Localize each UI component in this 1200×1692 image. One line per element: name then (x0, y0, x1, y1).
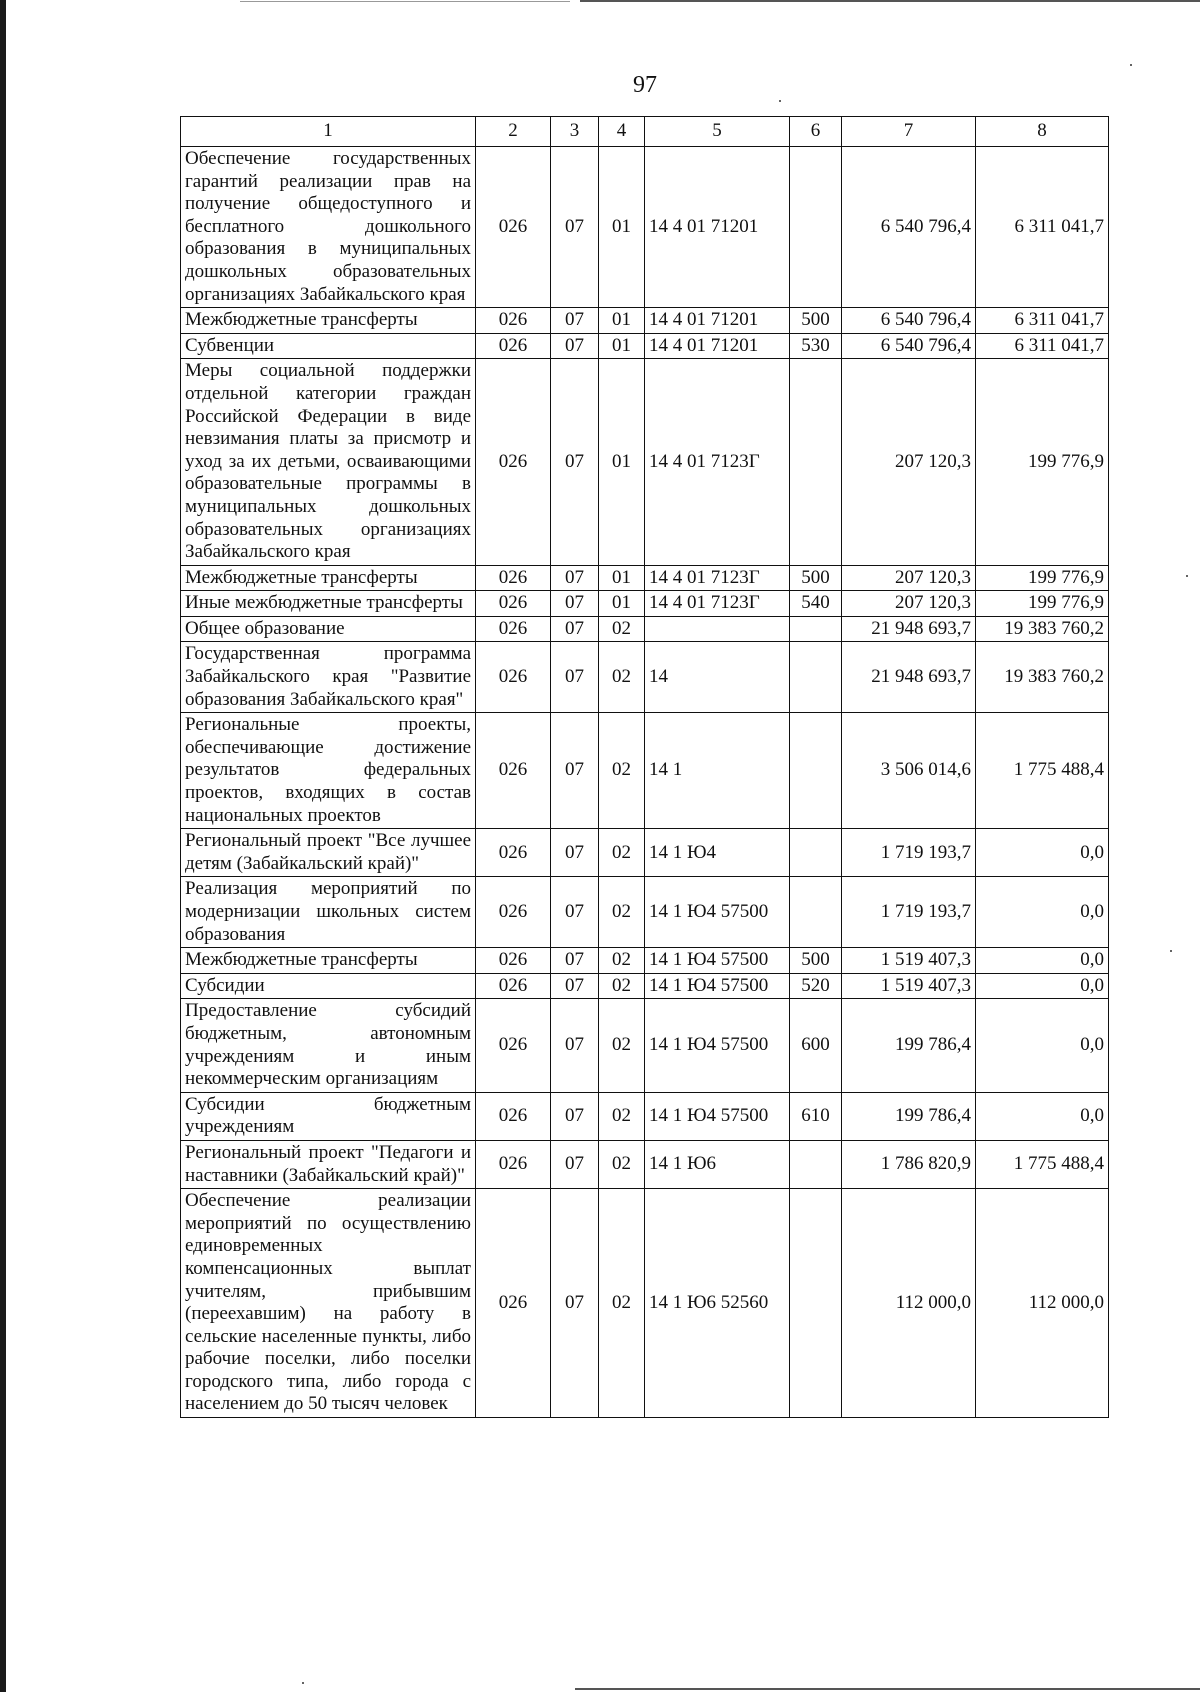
row-name: Субсидии (181, 973, 476, 999)
table-row (181, 308, 1109, 334)
scan-speck (779, 100, 781, 102)
amount-col8: 0,0 (976, 948, 1109, 974)
amount-col7: 21 948 693,7 (842, 642, 976, 713)
amount-col8: 199 776,9 (976, 591, 1109, 617)
table-row (181, 829, 1109, 877)
amount-col8: 199 776,9 (976, 359, 1109, 565)
expense-type-code (790, 877, 842, 948)
admin-code: 026 (476, 333, 551, 359)
row-name: Межбюджетные трансферты (181, 948, 476, 974)
admin-code: 026 (476, 713, 551, 829)
table-row (181, 359, 1109, 565)
expense-type-code (790, 829, 842, 877)
subsection-code: 01 (599, 591, 645, 617)
expense-type-code: 540 (790, 591, 842, 617)
admin-code: 026 (476, 147, 551, 308)
section-code: 07 (551, 829, 599, 877)
table-row (181, 1189, 1109, 1418)
admin-code: 026 (476, 948, 551, 974)
subsection-code: 02 (599, 999, 645, 1092)
subsection-code: 02 (599, 829, 645, 877)
amount-col7: 207 120,3 (842, 591, 976, 617)
table-row (181, 713, 1109, 829)
subsection-code: 02 (599, 1140, 645, 1188)
subsection-code: 02 (599, 713, 645, 829)
row-name: Меры социальной поддержки отдельной категории граждан Российской Федерации в виде невзимания платы за присмотр и уход за их детьми, осваивающими образовательные программы в муниципальных дошкольных образовательных организациях Забайкальского края (181, 359, 476, 565)
row-name: Обеспечение государственных гарантий реализации прав на получение общедоступного и бесплатного дошкольного образования в муниципальных дошкольных образовательных организациях Забайкальского края (181, 147, 476, 308)
expense-type-code (790, 616, 842, 642)
section-code: 07 (551, 973, 599, 999)
admin-code: 026 (476, 565, 551, 591)
section-code: 07 (551, 1189, 599, 1418)
table-row (181, 1092, 1109, 1140)
section-code: 07 (551, 147, 599, 308)
amount-col7: 207 120,3 (842, 565, 976, 591)
amount-col7: 6 540 796,4 (842, 147, 976, 308)
amount-col8: 6 311 041,7 (976, 308, 1109, 334)
row-name: Реализация мероприятий по модернизации школьных систем образования (181, 877, 476, 948)
target-item-code: 14 1 Ю6 52560 (645, 1189, 790, 1418)
page-number: 97 (633, 72, 657, 98)
amount-col7: 199 786,4 (842, 999, 976, 1092)
amount-col8: 0,0 (976, 999, 1109, 1092)
budget-table (180, 116, 1109, 1418)
row-name: Обеспечение реализации мероприятий по осуществлению единовременных компенсационных выплат учителям, прибывшим (переехавшим) на работу в сельские населенные пункты, либо рабочие поселки, либо поселки городского типа, либо города с населением до 50 тысяч человек (181, 1189, 476, 1418)
amount-col7: 207 120,3 (842, 359, 976, 565)
amount-col8: 0,0 (976, 829, 1109, 877)
expense-type-code: 500 (790, 565, 842, 591)
target-item-code: 14 1 Ю6 (645, 1140, 790, 1188)
expense-type-code: 600 (790, 999, 842, 1092)
expense-type-code (790, 359, 842, 565)
table-row (181, 642, 1109, 713)
target-item-code: 14 4 01 7123Г (645, 359, 790, 565)
subsection-code: 02 (599, 877, 645, 948)
target-item-code (645, 616, 790, 642)
subsection-code: 02 (599, 1189, 645, 1418)
row-name: Региональный проект "Все лучшее детям (Забайкальский край)" (181, 829, 476, 877)
row-name: Межбюджетные трансферты (181, 565, 476, 591)
expense-type-code (790, 147, 842, 308)
amount-col8: 6 311 041,7 (976, 147, 1109, 308)
section-code: 07 (551, 642, 599, 713)
expense-type-code: 520 (790, 973, 842, 999)
expense-type-code: 530 (790, 333, 842, 359)
target-item-code: 14 4 01 7123Г (645, 565, 790, 591)
amount-col7: 199 786,4 (842, 1092, 976, 1140)
table-row (181, 565, 1109, 591)
scan-edge-bottom (575, 1688, 1200, 1690)
table-row (181, 616, 1109, 642)
admin-code: 026 (476, 1092, 551, 1140)
section-code: 07 (551, 333, 599, 359)
target-item-code: 14 1 Ю4 57500 (645, 1092, 790, 1140)
subsection-code: 02 (599, 973, 645, 999)
section-code: 07 (551, 359, 599, 565)
amount-col8: 0,0 (976, 877, 1109, 948)
scan-speck (1130, 64, 1132, 66)
amount-col7: 1 719 193,7 (842, 829, 976, 877)
subsection-code: 01 (599, 308, 645, 334)
scan-speck (1170, 950, 1172, 952)
expense-type-code (790, 1189, 842, 1418)
expense-type-code: 500 (790, 948, 842, 974)
row-name: Иные межбюджетные трансферты (181, 591, 476, 617)
subsection-code: 02 (599, 948, 645, 974)
subsection-code: 02 (599, 1092, 645, 1140)
table-header-row (181, 117, 1109, 147)
amount-col8: 1 775 488,4 (976, 713, 1109, 829)
table-row (181, 973, 1109, 999)
amount-col8: 19 383 760,2 (976, 616, 1109, 642)
row-name: Предоставление субсидий бюджетным, автономным учреждениям и иным некоммерческим организациям (181, 999, 476, 1092)
scan-edge-left (0, 0, 6, 1692)
amount-col7: 6 540 796,4 (842, 333, 976, 359)
section-code: 07 (551, 1092, 599, 1140)
scan-edge-top-left (240, 1, 570, 2)
amount-col7: 21 948 693,7 (842, 616, 976, 642)
expense-type-code: 500 (790, 308, 842, 334)
subsection-code: 01 (599, 359, 645, 565)
table-row (181, 147, 1109, 308)
table-row (181, 948, 1109, 974)
admin-code: 026 (476, 616, 551, 642)
section-code: 07 (551, 591, 599, 617)
subsection-code: 01 (599, 333, 645, 359)
amount-col8: 1 775 488,4 (976, 1140, 1109, 1188)
amount-col8: 0,0 (976, 1092, 1109, 1140)
admin-code: 026 (476, 1140, 551, 1188)
amount-col8: 19 383 760,2 (976, 642, 1109, 713)
table-row (181, 877, 1109, 948)
amount-col7: 1 519 407,3 (842, 948, 976, 974)
row-name: Региональные проекты, обеспечивающие достижение результатов федеральных проектов, входящих в состав национальных проектов (181, 713, 476, 829)
column-header: 4 (599, 117, 645, 147)
admin-code: 026 (476, 591, 551, 617)
target-item-code: 14 (645, 642, 790, 713)
amount-col7: 112 000,0 (842, 1189, 976, 1418)
amount-col7: 6 540 796,4 (842, 308, 976, 334)
subsection-code: 02 (599, 616, 645, 642)
row-name: Региональный проект "Педагоги и наставники (Забайкальский край)" (181, 1140, 476, 1188)
row-name: Государственная программа Забайкальского края "Развитие образования Забайкальского края" (181, 642, 476, 713)
amount-col7: 1 786 820,9 (842, 1140, 976, 1188)
section-code: 07 (551, 616, 599, 642)
admin-code: 026 (476, 642, 551, 713)
target-item-code: 14 1 Ю4 57500 (645, 948, 790, 974)
section-code: 07 (551, 713, 599, 829)
scan-speck (1186, 575, 1188, 577)
target-item-code: 14 1 (645, 713, 790, 829)
expense-type-code (790, 713, 842, 829)
target-item-code: 14 4 01 71201 (645, 308, 790, 334)
column-header: 6 (790, 117, 842, 147)
section-code: 07 (551, 877, 599, 948)
target-item-code: 14 1 Ю4 57500 (645, 999, 790, 1092)
table-row (181, 999, 1109, 1092)
scan-edge-top (580, 0, 1200, 2)
scan-speck (302, 1682, 304, 1684)
table-row (181, 591, 1109, 617)
column-header: 7 (842, 117, 976, 147)
section-code: 07 (551, 999, 599, 1092)
subsection-code: 02 (599, 642, 645, 713)
column-header: 1 (181, 117, 476, 147)
subsection-code: 01 (599, 565, 645, 591)
target-item-code: 14 4 01 71201 (645, 333, 790, 359)
target-item-code: 14 1 Ю4 57500 (645, 877, 790, 948)
amount-col8: 199 776,9 (976, 565, 1109, 591)
column-header: 8 (976, 117, 1109, 147)
column-header: 2 (476, 117, 551, 147)
row-name: Субсидии бюджетным учреждениям (181, 1092, 476, 1140)
target-item-code: 14 4 01 7123Г (645, 591, 790, 617)
column-header: 5 (645, 117, 790, 147)
admin-code: 026 (476, 359, 551, 565)
amount-col8: 0,0 (976, 973, 1109, 999)
section-code: 07 (551, 308, 599, 334)
target-item-code: 14 1 Ю4 57500 (645, 973, 790, 999)
section-code: 07 (551, 948, 599, 974)
amount-col7: 3 506 014,6 (842, 713, 976, 829)
table-row (181, 333, 1109, 359)
table-row (181, 1140, 1109, 1188)
amount-col8: 6 311 041,7 (976, 333, 1109, 359)
amount-col7: 1 519 407,3 (842, 973, 976, 999)
admin-code: 026 (476, 973, 551, 999)
section-code: 07 (551, 1140, 599, 1188)
amount-col7: 1 719 193,7 (842, 877, 976, 948)
section-code: 07 (551, 565, 599, 591)
target-item-code: 14 4 01 71201 (645, 147, 790, 308)
target-item-code: 14 1 Ю4 (645, 829, 790, 877)
admin-code: 026 (476, 1189, 551, 1418)
admin-code: 026 (476, 308, 551, 334)
expense-type-code: 610 (790, 1092, 842, 1140)
amount-col8: 112 000,0 (976, 1189, 1109, 1418)
row-name: Общее образование (181, 616, 476, 642)
admin-code: 026 (476, 877, 551, 948)
row-name: Субвенции (181, 333, 476, 359)
admin-code: 026 (476, 999, 551, 1092)
subsection-code: 01 (599, 147, 645, 308)
admin-code: 026 (476, 829, 551, 877)
column-header: 3 (551, 117, 599, 147)
row-name: Межбюджетные трансферты (181, 308, 476, 334)
expense-type-code (790, 642, 842, 713)
expense-type-code (790, 1140, 842, 1188)
